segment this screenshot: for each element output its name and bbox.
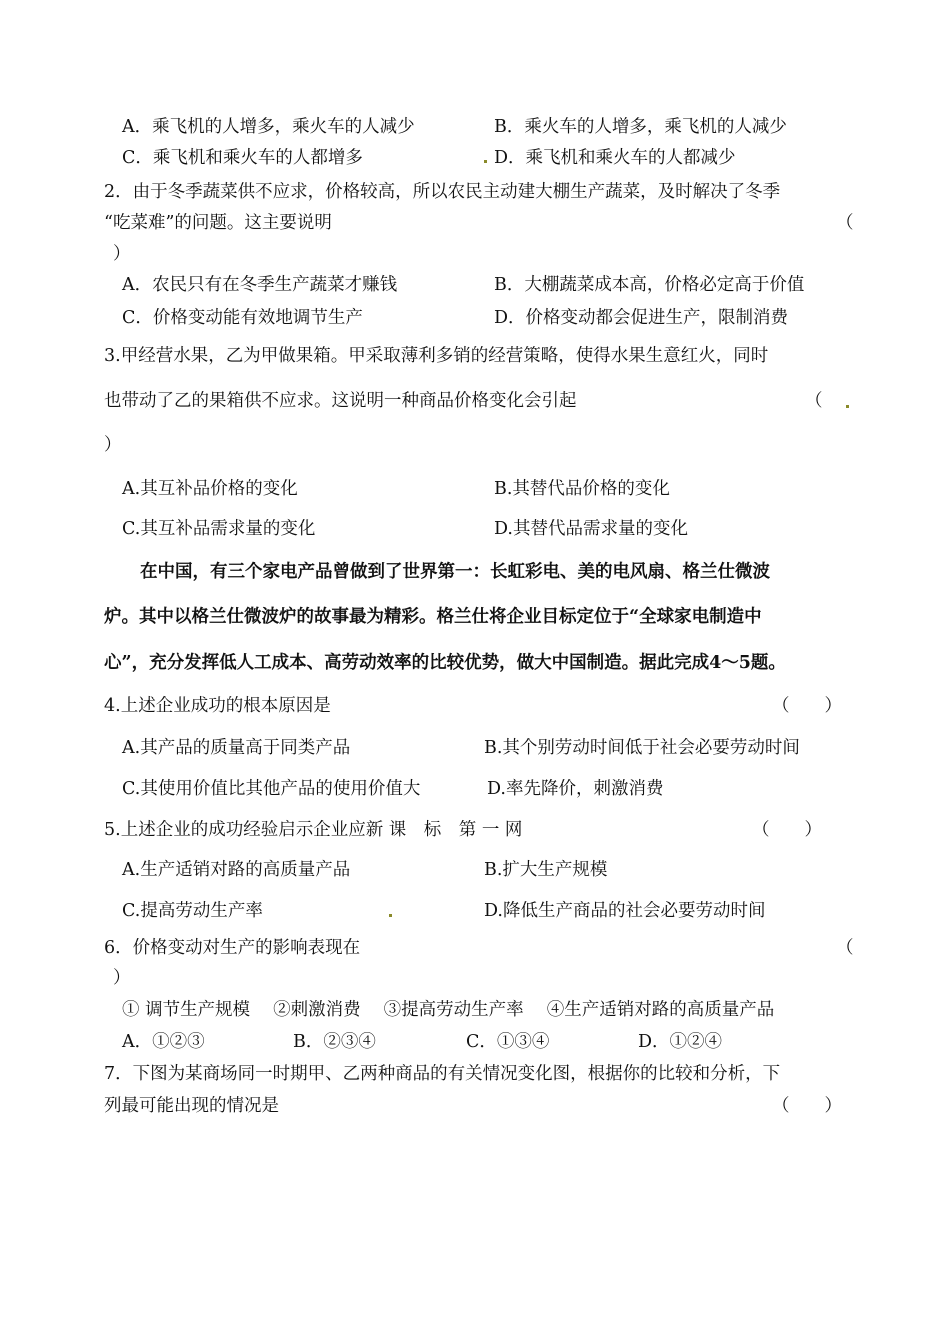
q2-answer-paren-close: ） — [113, 244, 131, 264]
q6-option-b: B．②③④ — [293, 1032, 376, 1052]
q3-option-b: B.其替代品价格的变化 — [494, 479, 670, 499]
q3-stem-line2: 也带动了乙的果箱供不应求。这说明一种商品价格变化会引起 — [104, 391, 577, 411]
q5-stem: 5.上述企业的成功经验启示企业应新 课 标 第 一 网 — [104, 820, 523, 840]
q3-answer-paren-open: （ — [805, 391, 823, 411]
q4-stem: 4.上述企业成功的根本原因是 — [104, 696, 331, 716]
q7-answer-paren: （ ） — [772, 1096, 842, 1116]
q1-option-a: A．乘飞机的人增多，乘火车的人减少 — [122, 117, 415, 137]
q6-option-d: D．①②④ — [638, 1032, 723, 1052]
q2-stem-line2: “吃菜难”的问题。这主要说明 — [104, 213, 332, 233]
passage-line2: 炉。其中以格兰仕微波炉的故事最为精彩。格兰仕将企业目标定位于“全球家电制造中 — [104, 607, 762, 627]
q6-stem: 6．价格变动对生产的影响表现在 — [104, 938, 361, 958]
q2-option-a: A．农民只有在冬季生产蔬菜才赚钱 — [122, 275, 398, 295]
q3-answer-paren-close: ） — [104, 435, 122, 455]
passage-line3: 心”，充分发挥低人工成本、高劳动效率的比较优势，做大中国制造。据此完成4～5题。 — [104, 653, 786, 673]
q5-option-b: B.扩大生产规模 — [484, 860, 608, 880]
speck — [484, 160, 487, 163]
q6-option-a: A．①②③ — [122, 1032, 205, 1052]
q4-option-c: C.其使用价值比其他产品的使用价值大 — [122, 779, 421, 799]
q6-statements: ① 调节生产规模 ②刺激消费 ③提高劳动生产率 ④生产适销对路的高质量产品 — [122, 1000, 775, 1020]
q3-option-d: D.其替代品需求量的变化 — [494, 519, 688, 539]
q6-option-c: C．①③④ — [466, 1032, 550, 1052]
q3-option-a: A.其互补品价格的变化 — [122, 479, 298, 499]
q5-option-c: C.提高劳动生产率 — [122, 901, 263, 921]
q7-stem-line1: 7．下图为某商场同一时期甲、乙两种商品的有关情况变化图，根据你的比较和分析，下 — [104, 1064, 781, 1084]
q3-stem-line1: 3.甲经营水果，乙为甲做果箱。甲采取薄利多销的经营策略，使得水果生意红火，同时 — [104, 346, 769, 366]
q2-stem-line1: 2．由于冬季蔬菜供不应求，价格较高，所以农民主动建大棚生产蔬菜，及时解决了冬季 — [104, 182, 781, 202]
q5-option-d: D.降低生产商品的社会必要劳动时间 — [484, 901, 766, 921]
q4-option-a: A.其产品的质量高于同类产品 — [122, 738, 351, 758]
q5-answer-paren: （ ） — [752, 820, 822, 840]
passage-line1: 在中国，有三个家电产品曾做到了世界第一：长虹彩电、美的电风扇、格兰仕微波 — [140, 562, 770, 582]
speck — [846, 405, 849, 408]
q5-option-a: A.生产适销对路的高质量产品 — [122, 860, 351, 880]
q6-answer-paren-close: ） — [113, 968, 131, 988]
q1-option-d: D．乘飞机和乘火车的人都减少 — [494, 148, 736, 168]
q4-option-b: B.其个别劳动时间低于社会必要劳动时间 — [484, 738, 800, 758]
q2-option-b: B．大棚蔬菜成本高，价格必定高于价值 — [494, 275, 805, 295]
q3-option-c: C.其互补品需求量的变化 — [122, 519, 316, 539]
q6-answer-paren-open: （ — [836, 938, 854, 958]
q1-option-b: B．乘火车的人增多，乘飞机的人减少 — [494, 117, 787, 137]
q7-stem-line2: 列最可能出现的情况是 — [104, 1096, 279, 1116]
q2-answer-paren-open: （ — [836, 213, 854, 233]
q1-option-c: C．乘飞机和乘火车的人都增多 — [122, 148, 363, 168]
q2-option-d: D．价格变动都会促进生产，限制消费 — [494, 308, 789, 328]
q4-option-d: D.率先降价，刺激消费 — [487, 779, 664, 799]
speck — [389, 914, 392, 917]
q4-answer-paren: （ ） — [772, 696, 842, 716]
q2-option-c: C．价格变动能有效地调节生产 — [122, 308, 363, 328]
